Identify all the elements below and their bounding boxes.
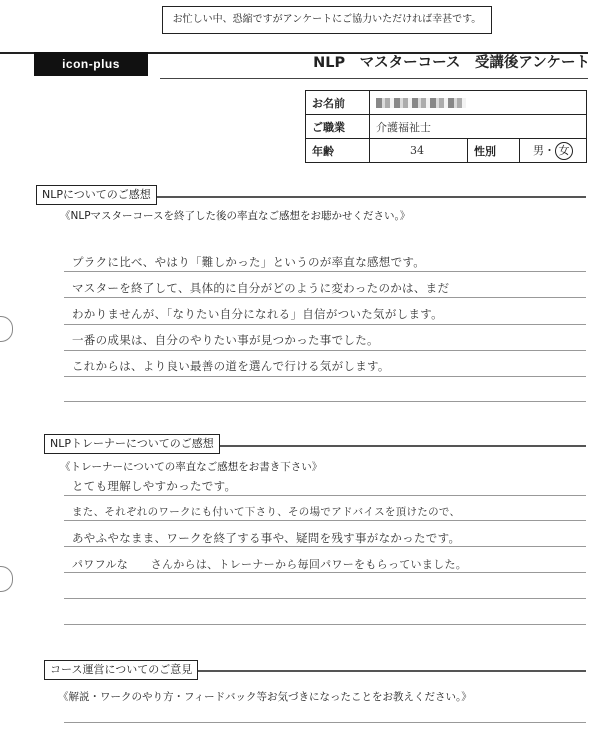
section2-prompt: 《トレーナーについての率直なご感想をお書き下さい》 bbox=[60, 461, 323, 473]
section1-rule bbox=[64, 376, 586, 377]
occupation-label: ご職業 bbox=[306, 115, 370, 139]
section1-answer-line: これからは、より良い最善の道を選んで行ける気がします。 bbox=[72, 359, 390, 373]
section2-answer-line: パワフルな さんからは、トレーナーから毎回パワーをもらっていました。 bbox=[72, 558, 468, 571]
section1-answer-line: プラクに比べ、やはり「難しかった」というのが率直な感想です。 bbox=[72, 255, 426, 269]
brand-logo: icon-plus bbox=[34, 52, 148, 76]
section1-rule bbox=[64, 350, 586, 351]
name-field[interactable] bbox=[370, 91, 587, 115]
gender-female-circled: 女 bbox=[555, 142, 573, 160]
section2-rule bbox=[64, 572, 586, 573]
section1-rule bbox=[64, 401, 586, 402]
section3-label: コース運営についてのご意見 bbox=[44, 660, 198, 680]
binder-hole bbox=[0, 316, 13, 342]
section2-answer-line: あやふやなまま、ワークを終了する事や、疑問を残す事がなかったです。 bbox=[72, 531, 461, 545]
section2-rule bbox=[64, 624, 586, 625]
section1-rule bbox=[64, 324, 586, 325]
section1-answer-line: 一番の成果は、自分のやりたい事が見つかった事でした。 bbox=[72, 333, 379, 347]
section2-rule bbox=[64, 520, 586, 521]
gender-separator: ・ bbox=[544, 143, 555, 157]
section1-prompt: 《NLPマスターコースを終了した後の率直なご感想をお聴かせください。》 bbox=[60, 210, 411, 222]
section3-rule bbox=[64, 722, 586, 723]
section1-answer-line: マスターを終了して、具体的に自分がどのように変わったのかは、まだ bbox=[72, 281, 450, 295]
respondent-info-table bbox=[305, 90, 587, 163]
page-title: NLP マスターコース 受講後アンケート bbox=[313, 55, 590, 71]
gender-field[interactable] bbox=[520, 139, 587, 163]
age-label: 年齢 bbox=[306, 139, 370, 163]
section2-answer-line: また、それぞれのワークにも付いて下さり、その場でアドバイスを頂けたので、 bbox=[72, 506, 461, 518]
section1-rule bbox=[64, 271, 586, 272]
gender-label: 性別 bbox=[468, 139, 520, 163]
name-label: お名前 bbox=[306, 91, 370, 115]
section1-rule bbox=[64, 297, 586, 298]
section3-prompt: 《解説・ワークのやり方・フィードバック等お気づきになったことをお教えください。》 bbox=[58, 691, 472, 703]
redacted-name bbox=[376, 98, 466, 108]
gender-male: 男 bbox=[533, 143, 544, 157]
section2-rule bbox=[64, 495, 586, 496]
notice-box: お忙しい中、恐縮ですがアンケートにご協力いただければ幸甚です。 bbox=[162, 6, 492, 34]
binder-hole bbox=[0, 566, 13, 592]
section1-answer-line: わかりませんが、「なりたい自分になれる」自信がついた気がします。 bbox=[72, 307, 443, 321]
section2-rule bbox=[64, 598, 586, 599]
occupation-field[interactable]: 介護福祉士 bbox=[370, 115, 587, 139]
section2-label: NLPトレーナーについてのご感想 bbox=[44, 434, 220, 454]
title-underline bbox=[160, 78, 588, 79]
age-field[interactable]: 34 bbox=[370, 139, 468, 163]
section2-rule bbox=[64, 546, 586, 547]
section1-label: NLPについてのご感想 bbox=[36, 185, 157, 205]
section2-answer-line: とても理解しやすかったです。 bbox=[72, 479, 237, 493]
